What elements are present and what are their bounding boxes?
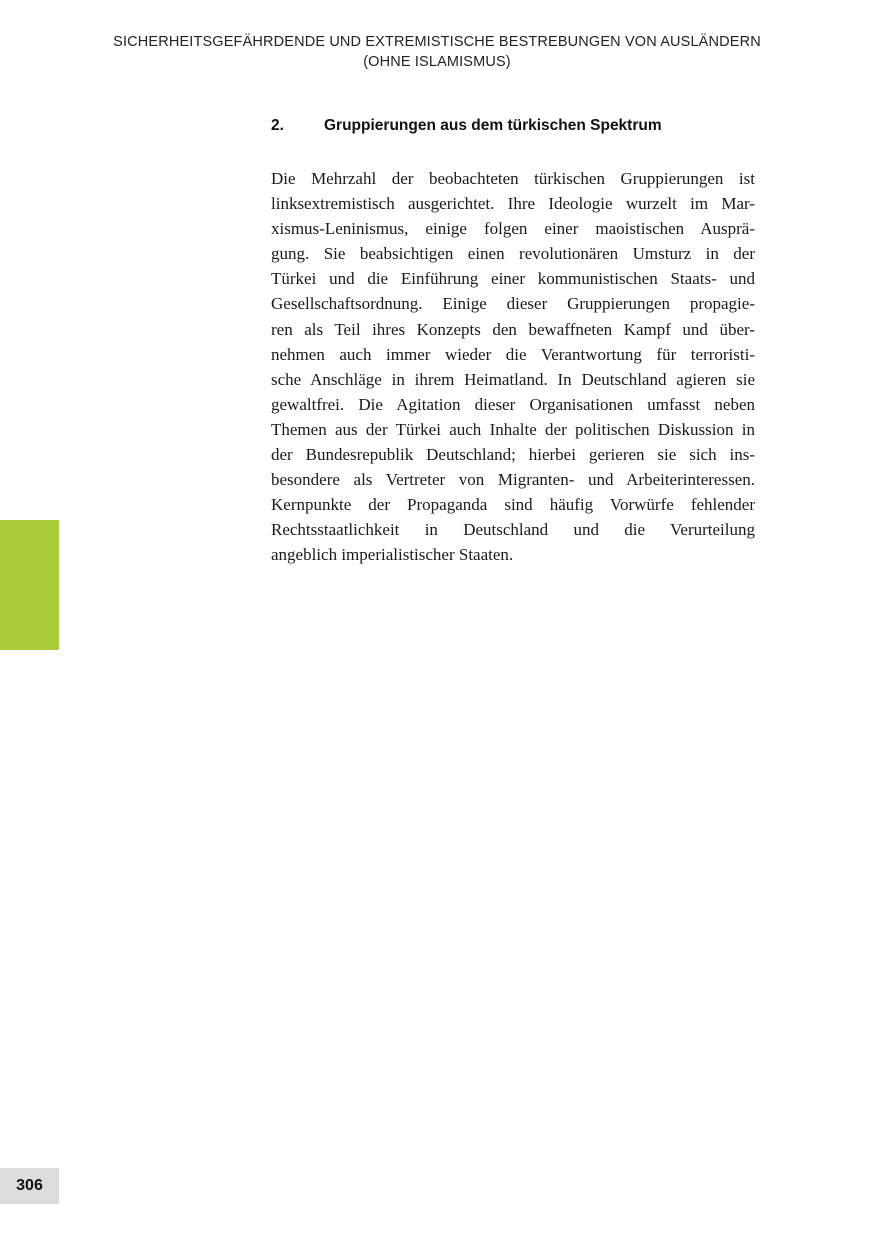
paragraph-line: gung. Sie beabsichtigen einen revolutionären Umsturz in der — [271, 244, 755, 264]
page-number-text: 306 — [16, 1177, 43, 1194]
paragraph-line: xismus-Leninismus, einige folgen einer maoistischen Ausprä- — [271, 219, 755, 239]
paragraph-line: besondere als Vertreter von Migranten- und Arbeiterinteressen. — [271, 470, 755, 490]
section-title: Gruppierungen aus dem türkischen Spektrum — [324, 117, 662, 134]
paragraph-line: Rechtsstaatlichkeit in Deutschland und die Verurteilung — [271, 520, 755, 540]
running-header-line-2: (OHNE ISLAMISMUS) — [363, 54, 511, 70]
paragraph-line: nehmen auch immer wieder die Verantwortung für terroristi- — [271, 344, 755, 364]
section-number: 2. — [271, 117, 284, 134]
paragraph-line: Türkei und die Einführung einer kommunistischen Staats- und — [271, 269, 755, 289]
page-number — [0, 1168, 59, 1204]
paragraph-line: Kernpunkte der Propaganda sind häufig Vorwürfe fehlender — [271, 495, 755, 515]
running-header-line-1: SICHERHEITSGEFÄHRDENDE UND EXTREMISTISCHE BESTREBUNGEN VON AUSLÄNDERN — [113, 34, 761, 50]
section-heading — [271, 115, 755, 137]
paragraph-line: Gesellschaftsordnung. Einige dieser Gruppierungen propagie- — [271, 294, 755, 314]
paragraph-line: linksextremistisch ausgerichtet. Ihre Ideologie wurzelt im Mar- — [271, 194, 755, 214]
chapter-color-tab — [0, 520, 59, 650]
paragraph-line: gewaltfrei. Die Agitation dieser Organisationen umfasst neben — [271, 394, 755, 414]
paragraph-line: Themen aus der Türkei auch Inhalte der politischen Diskussion in — [271, 419, 755, 439]
paragraph-line: Die Mehrzahl der beobachteten türkischen Gruppierungen ist — [271, 169, 755, 188]
paragraph-line: angeblich imperialistischer Staaten. — [271, 545, 514, 565]
running-header — [60, 32, 814, 72]
paragraph-line: ren als Teil ihres Konzepts den bewaffneten Kampf und über- — [271, 319, 755, 339]
paragraph-line: sche Anschläge in ihrem Heimatland. In Deutschland agieren sie — [271, 369, 755, 389]
body-paragraph — [271, 166, 755, 568]
paragraph-line: der Bundesrepublik Deutschland; hierbei gerieren sie sich ins- — [271, 445, 755, 465]
